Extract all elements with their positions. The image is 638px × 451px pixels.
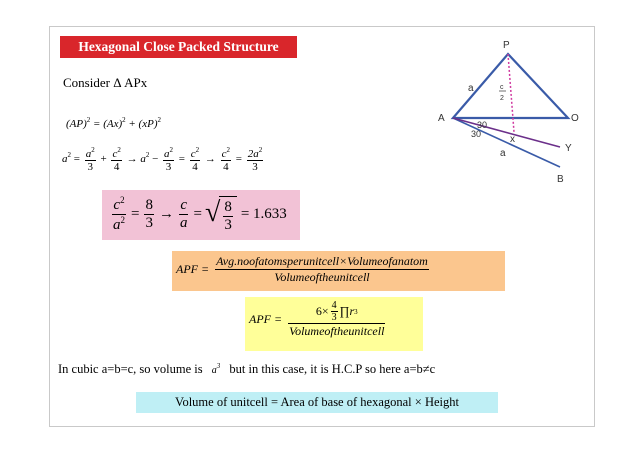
unitcell-volume-box: Volume of unitcell = Area of base of hexagonal × Height	[136, 392, 498, 413]
fraction-a2-3: $\frac{a^2}{3}$	[85, 146, 95, 173]
label-P: P	[503, 40, 510, 51]
fraction-c2-4: $\frac{c^2}{4}$	[112, 146, 121, 173]
equation-derivation: $a^2$ = $\frac{a^2}{3}$ + $\frac{c^2}{4}$ → $a^2$ − $\frac{a^2}{3}$ = $\frac{c^2}{4}$ → $\frac{c^2}{4}$ = $\frac{2a^2}{3}$	[62, 146, 263, 173]
a-cubed: $a^3$	[211, 362, 221, 376]
apf-formula-box: APF = 6× $\frac{4}{3}$ ∏r 3 Volumeoftheunitcell	[245, 297, 423, 351]
label-angle-2: 30	[471, 129, 482, 139]
label-a-top: a	[468, 83, 474, 94]
label-O: O	[571, 113, 579, 124]
consider-text: Consider Δ APx	[63, 75, 148, 90]
label-Y: Y	[565, 143, 572, 154]
label-c: c	[500, 84, 504, 91]
slide-title: Hexagonal Close Packed Structure	[60, 36, 297, 58]
equation-pythagoras: $(AP)^2 = (Ax)^2 + (xP)^2$	[66, 116, 161, 130]
square-root: √ $\frac{8}{3}$	[205, 196, 237, 234]
label-A: A	[438, 113, 445, 124]
label-x: x	[510, 134, 515, 145]
dashed-height-P-x	[508, 54, 514, 132]
label-B: B	[557, 174, 564, 185]
cubic-comparison-text: In cubic a=b=c, so volume is $a^3$ but in this case, it is H.C.P so here a=b≠c	[58, 362, 436, 376]
label-two: 2	[500, 95, 504, 102]
label-a-bottom: a	[500, 148, 506, 159]
ratio-box: $\frac{c^2}{a^2}$ = $\frac{8}{3}$ → $\frac{c}{a}$ = √ $\frac{8}{3}$ = 1.633	[102, 190, 300, 240]
label-angle-1: 30	[477, 120, 488, 130]
apf-definition-box: APF = $\frac{\text{Avg.noofatomsperunitcell×Volumeofanatom}}{\text{Volumeoftheunitcell}}$	[172, 251, 505, 291]
